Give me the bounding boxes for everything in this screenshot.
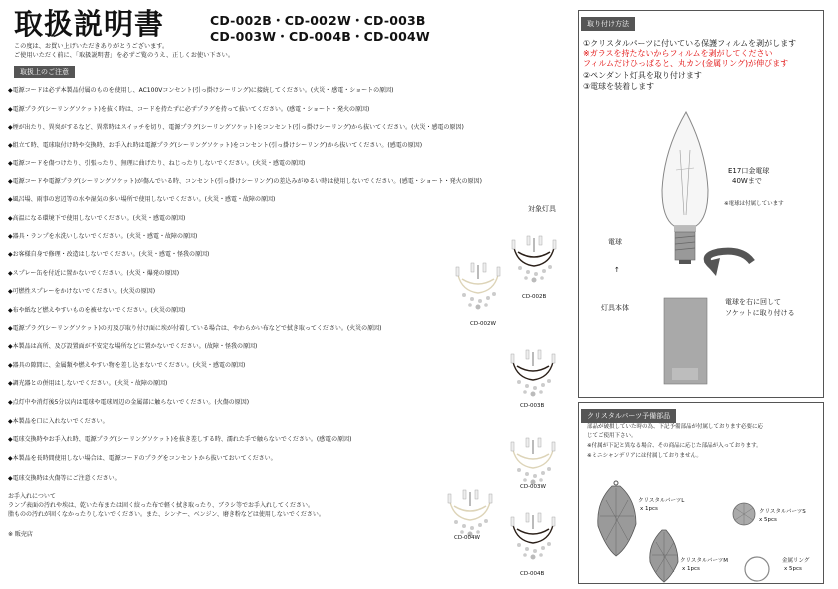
crystal-s-image xyxy=(733,503,755,525)
precaution-item: ◆電球交換時やお手入れ時、電源プラグ(シーリングソケット)を抜き差しする時、濡れた手で触らないでください。(感電の原因) xyxy=(8,436,352,443)
bulb-wattage: 40Wまで xyxy=(732,177,762,185)
precaution-item: ◆電源コードを傷つけたり、引張ったり、無理に曲げたり、ねじったりしないでください。(火災・感電の原因) xyxy=(8,160,306,167)
metal-ring-image xyxy=(745,557,769,581)
install-note1: ※ガラスを持たないからフィルムを剥がしてください xyxy=(583,49,773,58)
label-cd-003b: CD-003B xyxy=(520,403,545,409)
part-crystal-m-qty: x 1pcs xyxy=(682,566,700,572)
label-cd-003w: CD-003W xyxy=(520,484,546,490)
precaution-item: ◆風呂場、雨事の窓辺等の水や湿気の多い場所で使用しないでください。(火災・感電・故障の原因) xyxy=(8,196,276,203)
fixture-body-label: 灯具本体 xyxy=(601,304,629,312)
precaution-item: ◆調光器との併用はしないでください。(火災・故障の原因) xyxy=(8,380,168,387)
up-arrow: ↑ xyxy=(614,266,620,274)
intro-line1: この度は、お買い上げいただきありがとうございます。 xyxy=(14,43,169,50)
precaution-item: ◆本製品は高所、及び設置面が不安定な場所などに置かないでください。(故障・怪我の原因) xyxy=(8,343,258,350)
precaution-item: ◆お客様自身で修理・改造はしないでください。(火災・感電・怪我の原因) xyxy=(8,251,210,258)
precaution-item: ◆組立て時、電球取付け時や交換時、お手入れ時は電源プラグ(シーリングソケット)をコンセント(引っ掛けシーリング)から抜いてください。(感電の原因) xyxy=(8,142,423,149)
precaution-item: ◆点灯中や消灯後5分以内は電球や電球周辺の金属部に触らないでください。(火傷の原因) xyxy=(8,399,250,406)
precaution-item: ◆器具・ランプを水洗いしないでください。(火災・感電・故障の原因) xyxy=(8,233,198,240)
precaution-item: ◆可燃性スプレーをかけないでください。(火災の原因) xyxy=(8,288,156,295)
install-heading: 取り付け方法 xyxy=(581,17,635,31)
crystal-m-image xyxy=(650,530,678,582)
install-step2: ②ペンダント灯具を取り付けます xyxy=(583,71,702,80)
spares-line4: ※ミニシャンデリアには付属しておりません。 xyxy=(587,453,702,459)
care-line2: 脂ものの汚れが固くなかったりしないでください。また、シンナー、ベンジン、磨き粉などは使用しないでください。 xyxy=(8,511,325,518)
install-note2: フィルムだけひっぱると、丸カン(金属リング)が伸びます xyxy=(583,59,789,68)
precaution-item: ◆煙が出たり、異臭がするなど、異常時はスイッチを切り、電源プラグ(シーリングソケット)をコンセント(引っ掛けシーリング)から抜いてください。(火災・感電の原因) xyxy=(8,124,464,131)
spares-line2: じてご使用下さい。 xyxy=(587,433,637,439)
precaution-item: ◆電源プラグ(シーリングソケット)の刃及び取り付け面に埃が付着している場合は、やわらかい布などで拭き取ってください。(火災の原因) xyxy=(8,325,382,332)
spares-line3: ※付属が下記と異なる場合、その商品に応じた部品が入っております。 xyxy=(587,443,762,449)
bulb-type: E17口金電球 xyxy=(728,167,770,175)
precaution-item: ◆布や紙など燃えやすいものを被せないでください。(火災の原因) xyxy=(8,307,186,314)
rotate-instruction-line2: ソケットに取り付ける xyxy=(725,309,795,317)
model-numbers-line1: CD-002B・CD-002W・CD-003B xyxy=(210,13,426,28)
spares-line1: 部品が破損していた時の為、下記予備部品が付属しております必要に応 xyxy=(587,424,764,430)
label-cd-004b: CD-004B xyxy=(520,571,545,577)
precaution-item: ◆電源プラグ(シーリングソケット)を抜く時は、コードを持たずに必ずプラグを持って抜いてください。(感電・ショート・発火の原因) xyxy=(8,106,370,113)
rotate-instruction-line1: 電球を右に回して xyxy=(725,298,781,306)
intro-line2: ご使用いただく前に、「取扱説明書」を必ずご覧のうえ、正しくお使い下さい。 xyxy=(14,52,235,59)
part-crystal-s-qty: x 5pcs xyxy=(759,517,777,523)
bulb-label: 電球 xyxy=(608,238,622,246)
model-numbers-line2: CD-003W・CD-004B・CD-004W xyxy=(210,29,430,44)
precaution-item: ◆高温になる環境下で使用しないでください。(火災・感電の原因) xyxy=(8,215,186,222)
label-cd-002w: CD-002W xyxy=(470,321,496,327)
label-cd-002b: CD-002B xyxy=(522,294,547,300)
part-crystal-m-name: クリスタルパーツM xyxy=(680,558,729,564)
bulb-note: ※電球は付属しています xyxy=(724,201,784,207)
care-line1: ランプ表面の汚れや埃は、乾いた布または固く絞った布で軽く拭き取ったり、ブラシ等でお手入れしてください。 xyxy=(8,502,315,509)
install-step3: ③電球を装着します xyxy=(583,82,655,91)
part-crystal-s-name: クリスタルパーツS xyxy=(759,509,806,515)
care-heading: お手入れについて xyxy=(8,493,56,500)
part-metal-ring-name: 金属リング xyxy=(782,558,810,564)
shop-note: ※ 販売店 xyxy=(8,531,33,538)
precaution-item: ◆電球交換時は火傷等にご注意ください。 xyxy=(8,475,121,482)
part-metal-ring-qty: x 5pcs xyxy=(784,566,802,572)
precaution-item: ◆本製品を口に入れないでください。 xyxy=(8,418,109,425)
precautions-heading: 取扱上のご注意 xyxy=(14,66,75,78)
products-heading: 対象灯具 xyxy=(528,205,556,213)
part-crystal-l-name: クリスタルパーツL xyxy=(638,498,685,504)
crystal-l-image xyxy=(598,481,636,556)
precaution-item: ◆器具の隙間に、金属類や燃えやすい物を差し込まないでください。(火災・感電の原因) xyxy=(8,362,246,369)
precaution-item: ◆本製品を長時間使用しない場合は、電源コードのプラグをコンセントから抜いておいてください。 xyxy=(8,455,277,462)
document-title: 取扱説明書 xyxy=(14,7,165,41)
part-crystal-l-qty: x 1pcs xyxy=(640,506,658,512)
precaution-item: ◆電源コードは必ず本製品付属のものを使用し、AC100Vコンセント(引っ掛けシーリング)に接続してください。(火災・感電・ショートの原因) xyxy=(8,87,394,94)
spares-heading: クリスタルパーツ予備部品 xyxy=(581,409,676,423)
label-cd-004w: CD-004W xyxy=(454,535,480,541)
precaution-item: ◆スプレー缶を付近に置かないでください。(火災・爆発の原因) xyxy=(8,270,180,277)
precaution-item: ◆電源コードや電源プラグ(シーリングソケット)が傷んでいる時、コンセント(引っ掛けシーリング)の差込みがゆるい時は使用しないでください。(感電・ショート・発火の原因) xyxy=(8,178,482,185)
install-step1: ①クリスタルパーツに付いている保護フィルムを剥がします xyxy=(583,39,797,48)
